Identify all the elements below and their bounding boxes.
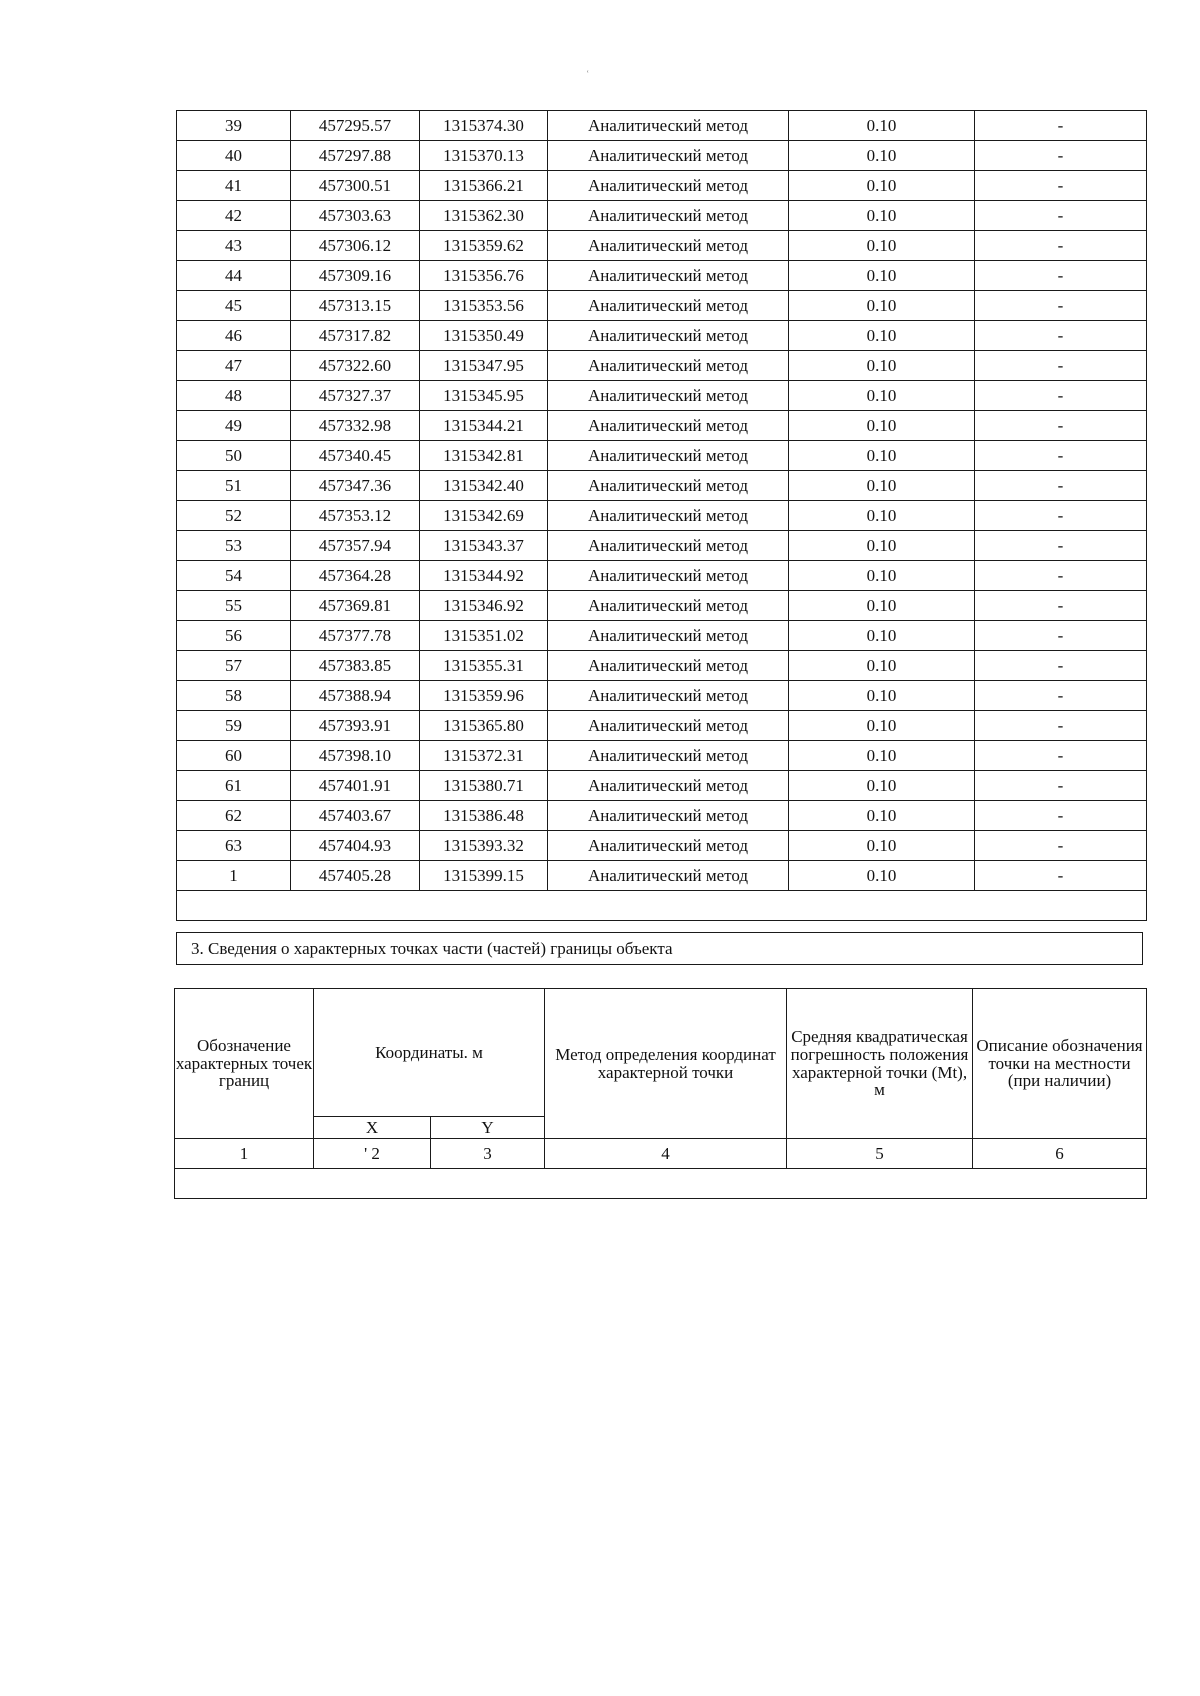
- y-coordinate-cell: 1315351.02: [420, 621, 548, 651]
- error-cell: 0.10: [789, 351, 975, 381]
- error-cell: 0.10: [789, 531, 975, 561]
- page-mark: ʿ: [586, 70, 590, 81]
- x-coordinate-cell: 457398.10: [291, 741, 420, 771]
- header-coordinates: Координаты. м: [314, 989, 545, 1117]
- y-coordinate-cell: 1315366.21: [420, 171, 548, 201]
- x-coordinate-cell: 457297.88: [291, 141, 420, 171]
- table-row: [177, 801, 1147, 831]
- method-cell: Аналитический метод: [548, 171, 789, 201]
- point-number-cell: 63: [177, 831, 291, 861]
- x-coordinate-cell: 457322.60: [291, 351, 420, 381]
- section-3-title: 3. Сведения о характерных точках части (частей) границы объекта: [176, 932, 1143, 965]
- x-coordinate-cell: 457332.98: [291, 411, 420, 441]
- description-cell: -: [975, 741, 1147, 771]
- table-row: [177, 681, 1147, 711]
- y-coordinate-cell: 1315342.40: [420, 471, 548, 501]
- method-cell: Аналитический метод: [548, 531, 789, 561]
- y-coordinate-cell: 1315365.80: [420, 711, 548, 741]
- column-number: 5: [787, 1139, 973, 1169]
- point-number-cell: 1: [177, 861, 291, 891]
- description-cell: -: [975, 831, 1147, 861]
- method-cell: Аналитический метод: [548, 261, 789, 291]
- table-row: [177, 651, 1147, 681]
- x-coordinate-cell: 457306.12: [291, 231, 420, 261]
- description-cell: -: [975, 231, 1147, 261]
- point-number-cell: 41: [177, 171, 291, 201]
- table-row: [177, 471, 1147, 501]
- error-cell: 0.10: [789, 561, 975, 591]
- description-cell: -: [975, 531, 1147, 561]
- column-number: ' 2: [314, 1139, 431, 1169]
- error-cell: 0.10: [789, 141, 975, 171]
- y-coordinate-cell: 1315345.95: [420, 381, 548, 411]
- description-cell: -: [975, 561, 1147, 591]
- y-coordinate-cell: 1315359.96: [420, 681, 548, 711]
- table-row: [177, 171, 1147, 201]
- y-coordinate-cell: 1315355.31: [420, 651, 548, 681]
- error-cell: 0.10: [789, 741, 975, 771]
- boundary-points-table: [176, 110, 1147, 921]
- x-coordinate-cell: 457300.51: [291, 171, 420, 201]
- point-number-cell: 57: [177, 651, 291, 681]
- method-cell: Аналитический метод: [548, 321, 789, 351]
- method-cell: Аналитический метод: [548, 411, 789, 441]
- x-coordinate-cell: 457401.91: [291, 771, 420, 801]
- x-coordinate-cell: 457383.85: [291, 651, 420, 681]
- method-cell: Аналитический метод: [548, 771, 789, 801]
- boundary-points-body: [177, 111, 1147, 921]
- description-cell: -: [975, 801, 1147, 831]
- table-row: [177, 201, 1147, 231]
- description-cell: -: [975, 621, 1147, 651]
- method-cell: Аналитический метод: [548, 201, 789, 231]
- error-cell: 0.10: [789, 801, 975, 831]
- description-cell: -: [975, 171, 1147, 201]
- description-cell: -: [975, 501, 1147, 531]
- error-cell: 0.10: [789, 261, 975, 291]
- x-coordinate-cell: 457353.12: [291, 501, 420, 531]
- x-coordinate-cell: 457377.78: [291, 621, 420, 651]
- y-coordinate-cell: 1315380.71: [420, 771, 548, 801]
- x-coordinate-cell: 457357.94: [291, 531, 420, 561]
- table-row: [177, 771, 1147, 801]
- description-cell: -: [975, 321, 1147, 351]
- column-number: 4: [545, 1139, 787, 1169]
- x-coordinate-cell: 457369.81: [291, 591, 420, 621]
- error-cell: 0.10: [789, 771, 975, 801]
- error-cell: 0.10: [789, 711, 975, 741]
- description-cell: -: [975, 441, 1147, 471]
- point-number-cell: 50: [177, 441, 291, 471]
- description-cell: -: [975, 291, 1147, 321]
- empty-cell: [177, 891, 1147, 921]
- table-row: [177, 141, 1147, 171]
- description-cell: -: [975, 471, 1147, 501]
- y-coordinate-cell: 1315362.30: [420, 201, 548, 231]
- y-coordinate-cell: 1315374.30: [420, 111, 548, 141]
- x-coordinate-cell: 457364.28: [291, 561, 420, 591]
- method-cell: Аналитический метод: [548, 111, 789, 141]
- method-cell: Аналитический метод: [548, 231, 789, 261]
- method-cell: Аналитический метод: [548, 561, 789, 591]
- column-number: 1: [175, 1139, 314, 1169]
- method-cell: Аналитический метод: [548, 831, 789, 861]
- description-cell: -: [975, 411, 1147, 441]
- description-cell: -: [975, 141, 1147, 171]
- point-number-cell: 47: [177, 351, 291, 381]
- description-cell: -: [975, 711, 1147, 741]
- error-cell: 0.10: [789, 321, 975, 351]
- y-coordinate-cell: 1315359.62: [420, 231, 548, 261]
- header-x: X: [314, 1117, 431, 1139]
- method-cell: Аналитический метод: [548, 741, 789, 771]
- y-coordinate-cell: 1315386.48: [420, 801, 548, 831]
- description-cell: -: [975, 771, 1147, 801]
- y-coordinate-cell: 1315350.49: [420, 321, 548, 351]
- point-number-cell: 45: [177, 291, 291, 321]
- x-coordinate-cell: 457313.15: [291, 291, 420, 321]
- point-number-cell: 53: [177, 531, 291, 561]
- description-cell: -: [975, 681, 1147, 711]
- description-cell: -: [975, 261, 1147, 291]
- x-coordinate-cell: 457388.94: [291, 681, 420, 711]
- y-coordinate-cell: 1315399.15: [420, 861, 548, 891]
- point-number-cell: 39: [177, 111, 291, 141]
- error-cell: 0.10: [789, 501, 975, 531]
- point-number-cell: 46: [177, 321, 291, 351]
- error-cell: 0.10: [789, 591, 975, 621]
- table-row: [177, 111, 1147, 141]
- point-number-cell: 42: [177, 201, 291, 231]
- table-row: [177, 561, 1147, 591]
- point-number-cell: 62: [177, 801, 291, 831]
- point-number-cell: 58: [177, 681, 291, 711]
- table-row: [177, 591, 1147, 621]
- method-cell: Аналитический метод: [548, 621, 789, 651]
- point-number-cell: 49: [177, 411, 291, 441]
- y-coordinate-cell: 1315347.95: [420, 351, 548, 381]
- point-number-cell: 51: [177, 471, 291, 501]
- point-number-cell: 61: [177, 771, 291, 801]
- point-number-cell: 54: [177, 561, 291, 591]
- error-cell: 0.10: [789, 201, 975, 231]
- description-cell: -: [975, 381, 1147, 411]
- table-row: [177, 351, 1147, 381]
- method-cell: Аналитический метод: [548, 591, 789, 621]
- x-coordinate-cell: 457340.45: [291, 441, 420, 471]
- method-cell: Аналитический метод: [548, 681, 789, 711]
- header-y: Y: [431, 1117, 545, 1139]
- point-number-cell: 44: [177, 261, 291, 291]
- description-cell: -: [975, 861, 1147, 891]
- point-number-cell: 40: [177, 141, 291, 171]
- column-number: 6: [973, 1139, 1147, 1169]
- error-cell: 0.10: [789, 861, 975, 891]
- table-row: [177, 861, 1147, 891]
- empty-row: [177, 891, 1147, 921]
- table-row: [177, 441, 1147, 471]
- method-cell: Аналитический метод: [548, 141, 789, 171]
- method-cell: Аналитический метод: [548, 801, 789, 831]
- error-cell: 0.10: [789, 651, 975, 681]
- table-row: [177, 531, 1147, 561]
- point-number-cell: 60: [177, 741, 291, 771]
- error-cell: 0.10: [789, 681, 975, 711]
- partial-boundary-points-table: [174, 988, 1147, 1199]
- x-coordinate-cell: 457317.82: [291, 321, 420, 351]
- error-cell: 0.10: [789, 381, 975, 411]
- header-description: Описание обозначения точки на местности (при наличии): [973, 989, 1147, 1139]
- table-row: [177, 321, 1147, 351]
- y-coordinate-cell: 1315372.31: [420, 741, 548, 771]
- table-row: [177, 741, 1147, 771]
- x-coordinate-cell: 457404.93: [291, 831, 420, 861]
- error-cell: 0.10: [789, 471, 975, 501]
- description-cell: -: [975, 351, 1147, 381]
- y-coordinate-cell: 1315346.92: [420, 591, 548, 621]
- x-coordinate-cell: 457405.28: [291, 861, 420, 891]
- description-cell: -: [975, 201, 1147, 231]
- description-cell: -: [975, 591, 1147, 621]
- method-cell: Аналитический метод: [548, 501, 789, 531]
- error-cell: 0.10: [789, 621, 975, 651]
- error-cell: 0.10: [789, 111, 975, 141]
- point-number-cell: 48: [177, 381, 291, 411]
- column-number: 3: [431, 1139, 545, 1169]
- error-cell: 0.10: [789, 171, 975, 201]
- y-coordinate-cell: 1315353.56: [420, 291, 548, 321]
- table-row: [177, 831, 1147, 861]
- point-number-cell: 55: [177, 591, 291, 621]
- x-coordinate-cell: 457327.37: [291, 381, 420, 411]
- header-designation: Обозначение характерных точек границ: [175, 989, 314, 1139]
- error-cell: 0.10: [789, 441, 975, 471]
- header-method: Метод определения координат характерной точки: [545, 989, 787, 1139]
- method-cell: Аналитический метод: [548, 351, 789, 381]
- description-cell: -: [975, 651, 1147, 681]
- y-coordinate-cell: 1315370.13: [420, 141, 548, 171]
- method-cell: Аналитический метод: [548, 441, 789, 471]
- error-cell: 0.10: [789, 231, 975, 261]
- method-cell: Аналитический метод: [548, 861, 789, 891]
- table-row: [177, 411, 1147, 441]
- table-row: [177, 291, 1147, 321]
- table-row: [177, 381, 1147, 411]
- table-row: [177, 261, 1147, 291]
- y-coordinate-cell: 1315342.81: [420, 441, 548, 471]
- x-coordinate-cell: 457309.16: [291, 261, 420, 291]
- x-coordinate-cell: 457295.57: [291, 111, 420, 141]
- table-row: [177, 231, 1147, 261]
- method-cell: Аналитический метод: [548, 471, 789, 501]
- method-cell: Аналитический метод: [548, 711, 789, 741]
- method-cell: Аналитический метод: [548, 291, 789, 321]
- method-cell: Аналитический метод: [548, 651, 789, 681]
- table-row: [177, 621, 1147, 651]
- y-coordinate-cell: 1315342.69: [420, 501, 548, 531]
- point-number-cell: 59: [177, 711, 291, 741]
- error-cell: 0.10: [789, 831, 975, 861]
- table-row: [177, 501, 1147, 531]
- y-coordinate-cell: 1315343.37: [420, 531, 548, 561]
- y-coordinate-cell: 1315393.32: [420, 831, 548, 861]
- point-number-cell: 56: [177, 621, 291, 651]
- description-cell: -: [975, 111, 1147, 141]
- y-coordinate-cell: 1315344.92: [420, 561, 548, 591]
- x-coordinate-cell: 457403.67: [291, 801, 420, 831]
- point-number-cell: 52: [177, 501, 291, 531]
- header-error: Средняя квадратическая погрешность положения характерной точки (Mt), м: [787, 989, 973, 1139]
- error-cell: 0.10: [789, 291, 975, 321]
- error-cell: 0.10: [789, 411, 975, 441]
- x-coordinate-cell: 457393.91: [291, 711, 420, 741]
- x-coordinate-cell: 457347.36: [291, 471, 420, 501]
- x-coordinate-cell: 457303.63: [291, 201, 420, 231]
- table-row: [177, 711, 1147, 741]
- y-coordinate-cell: 1315356.76: [420, 261, 548, 291]
- point-number-cell: 43: [177, 231, 291, 261]
- empty-row: [175, 1169, 1147, 1199]
- y-coordinate-cell: 1315344.21: [420, 411, 548, 441]
- method-cell: Аналитический метод: [548, 381, 789, 411]
